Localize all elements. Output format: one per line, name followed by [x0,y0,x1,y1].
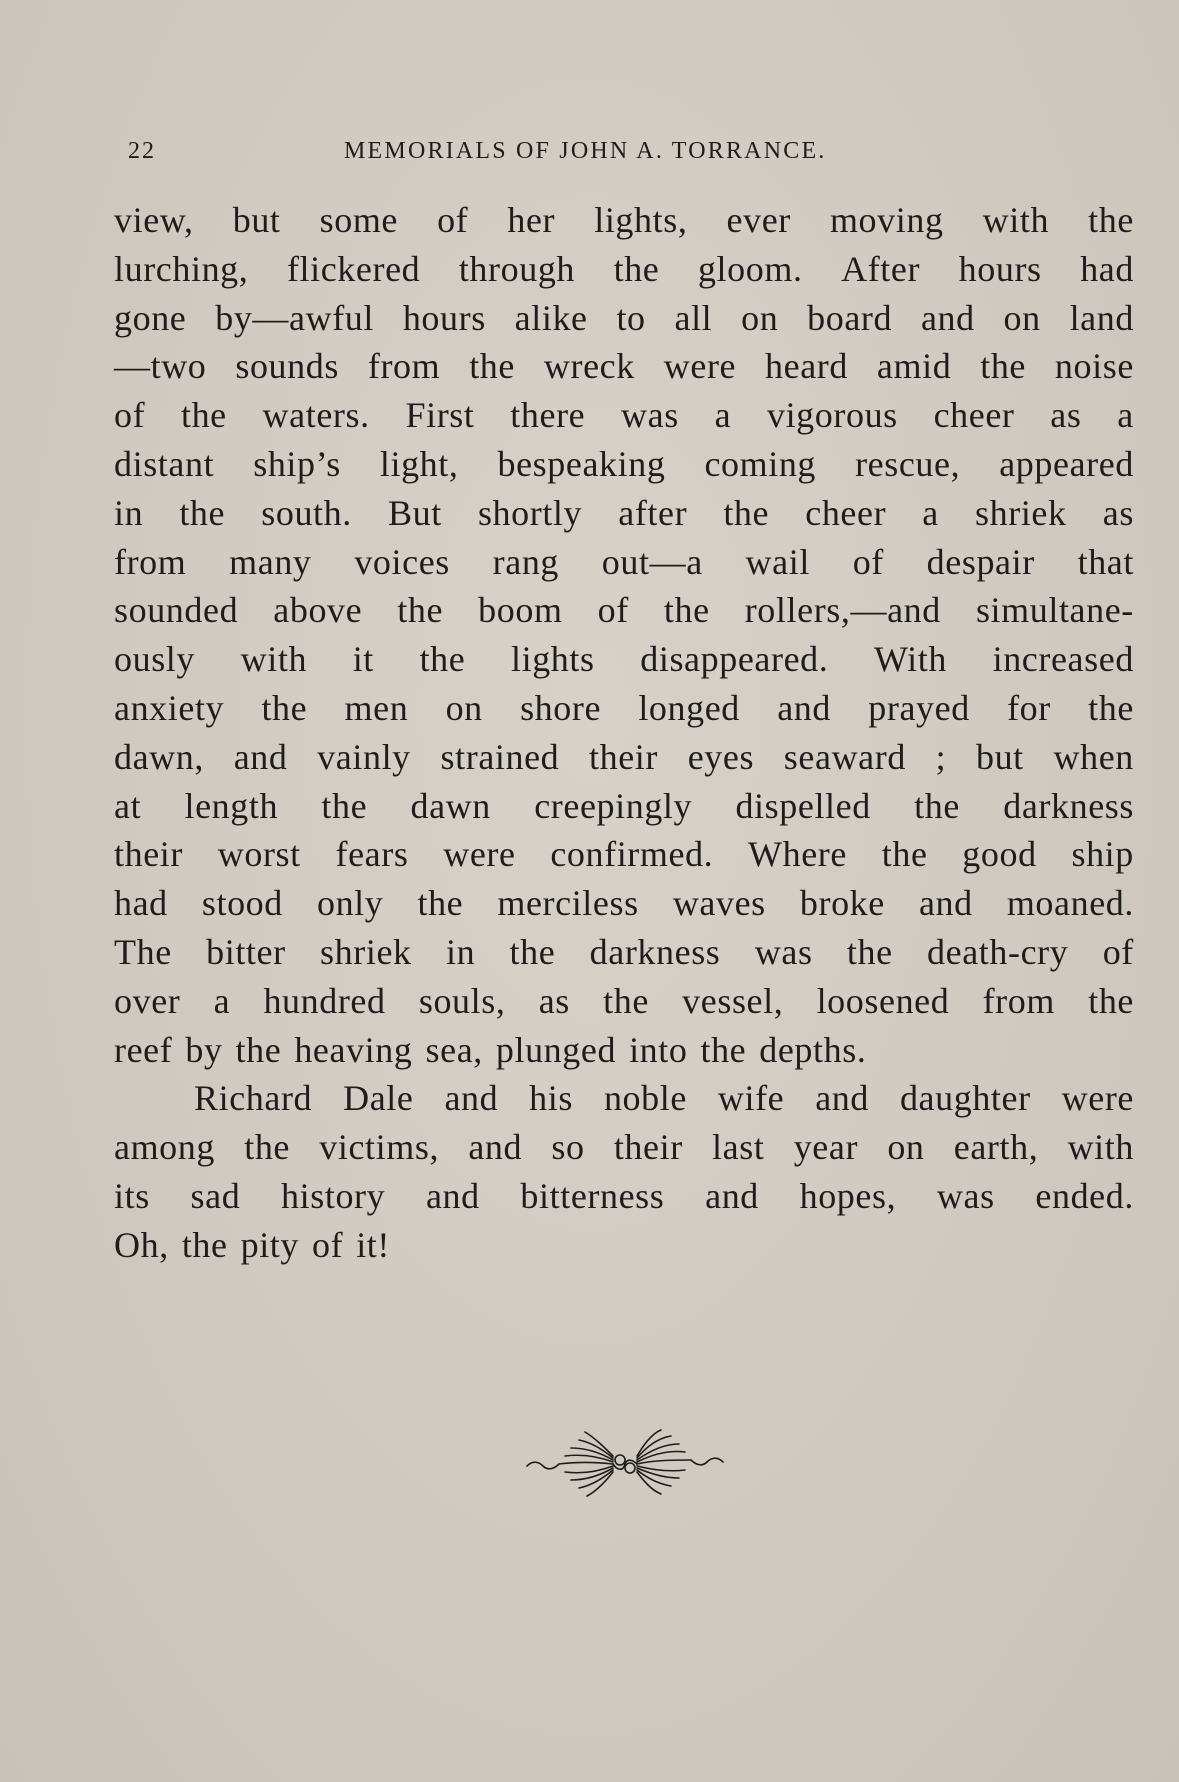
word: to [616,297,646,338]
word: wife [717,1078,785,1119]
word: among [114,1127,215,1168]
word: light, [379,443,459,484]
word: dispelled [735,785,871,826]
word: but [232,200,281,240]
word: distant [114,443,215,484]
word: darkness [589,931,721,972]
word: heard [765,346,848,387]
text-line [114,1074,1134,1123]
word: First [405,395,475,436]
word: the [417,883,464,924]
word: hundred [263,980,386,1021]
word: cheer [933,395,1015,436]
word: vainly [317,736,411,777]
word: good [962,834,1037,875]
text-line [114,538,1134,587]
word: earth, [953,1127,1039,1168]
word: a [1117,395,1134,436]
word: bitterness [520,1175,665,1216]
word: but [975,736,1024,777]
word: on [887,1127,925,1168]
word: and [468,1127,523,1168]
word: After [841,248,921,289]
word: above [273,590,363,631]
word: shriek [320,931,412,972]
word: was [754,931,813,972]
word: by [185,1029,223,1070]
word: the [1088,200,1134,240]
word: the [914,785,960,826]
word: bespeaking [497,443,666,484]
word: his [529,1078,573,1119]
word: eyes [687,736,755,777]
text-line [114,928,1134,977]
word: of [114,395,146,436]
word: the [663,590,710,631]
word: a [213,980,231,1021]
word: —two [114,346,207,387]
word: were [443,834,516,875]
word: With [874,639,947,680]
word: But [387,492,442,533]
running-title: MEMORIALS OF JOHN A. TORRANCE. [344,138,827,164]
word: increased [992,639,1134,680]
text-line [114,1123,1134,1172]
word: gone [114,297,187,338]
word: with [982,200,1050,240]
word: when [1053,736,1134,777]
word: daughter [899,1078,1031,1119]
word: the [881,834,928,875]
word: shortly [477,492,583,533]
word: on [741,297,779,338]
word: and [425,1175,480,1216]
word: many [229,541,312,582]
word: rescue, [855,443,961,484]
text-line [114,879,1134,928]
word: that [1077,541,1134,582]
word: waters. [262,395,370,436]
word: only [316,883,384,924]
word: sounded [114,590,239,631]
word: the [419,639,466,680]
word: the [244,1127,291,1168]
word: from [114,541,187,582]
text-line [114,733,1134,782]
text-line [114,1221,1134,1270]
word: ship [1071,834,1134,875]
word: her [507,200,556,240]
word: souls, [418,980,506,1021]
word: noble [603,1078,687,1119]
word: hopes, [799,1175,897,1216]
word: men [344,687,409,728]
word: Richard [194,1078,313,1119]
word: anxiety [114,687,225,728]
word: creepingly [534,785,693,826]
text-line [114,245,1134,294]
word: confirmed. [550,834,714,875]
word: the [321,785,368,826]
word: ended. [1035,1175,1134,1216]
word: in [445,931,476,972]
text-line [114,684,1134,733]
word: ; [935,736,947,777]
page-number: 22 [128,138,156,164]
word: as [538,980,570,1021]
word: history [281,1175,386,1216]
word: with [1067,1127,1134,1168]
word: and [444,1078,499,1119]
word: simultane- [975,590,1134,631]
word: ously [114,639,196,680]
word: it! [356,1224,390,1265]
word: longed [638,687,740,728]
word: out—a [601,541,703,582]
word: fears [335,834,409,875]
word: the [1088,687,1134,728]
word: board [807,297,893,338]
word: Dale [343,1078,414,1119]
text-line [114,196,1134,245]
word: hours [958,248,1042,289]
word: strained [440,736,560,777]
text-line [114,1172,1134,1221]
word: the [509,931,556,972]
word: so [551,1127,585,1168]
word: their [589,736,658,777]
text-line [114,440,1134,489]
word: into [629,1029,688,1070]
word: of [852,541,884,582]
word: hours [402,297,486,338]
word: prayed [868,687,970,728]
word: through [458,248,576,289]
word: and [920,297,975,338]
word: death-cry [927,931,1069,972]
word: some [319,200,398,240]
word: a [922,492,939,533]
running-head [114,138,1134,168]
word: all [674,297,713,338]
word: vessel, [682,980,784,1021]
word: stood [201,883,283,924]
word: land [1069,297,1134,338]
word: last [712,1127,765,1168]
word: there [510,395,586,436]
word: as [1050,395,1082,436]
word: shriek [975,492,1067,533]
word: south. [261,492,352,533]
word: lights, [594,200,688,240]
word: and [705,1175,759,1216]
word: and [815,1078,869,1119]
word: appeared [999,443,1134,484]
word: the [980,346,1026,387]
word: dawn, [114,736,204,777]
word: wail [745,541,810,582]
word: with [240,639,308,680]
word: from [982,980,1055,1021]
word: darkness [1003,785,1134,826]
word: rang [492,541,560,582]
word: rollers,—and [744,590,941,631]
word: ship’s [253,443,341,484]
word: the [181,1224,228,1265]
word: the [397,590,444,631]
word: the [700,1029,747,1070]
word: after [618,492,688,533]
word: despair [926,541,1035,582]
word: sad [190,1175,241,1216]
body-text [114,196,1134,1270]
word: their [613,1127,683,1168]
word: was [936,1175,995,1216]
word: of [597,590,629,631]
word: moving [829,200,944,240]
word: amid [876,346,952,387]
word: heaving [294,1029,413,1070]
word: the [723,492,770,533]
word: shore [520,687,602,728]
word: by—awful [215,297,374,338]
word: disappeared. [640,639,829,680]
word: length [184,785,279,826]
word: depths. [759,1029,867,1070]
word: of [312,1224,344,1265]
floral-tailpiece-icon [525,1418,725,1508]
word: a [714,395,732,436]
word: plunged [495,1029,617,1070]
word: flickered [286,248,421,289]
word: sea, [425,1029,483,1070]
word: on [445,687,483,728]
text-line [114,342,1134,391]
word: seaward [783,736,906,777]
text-line [114,489,1134,538]
word: the [469,346,515,387]
word: of [1102,931,1134,972]
word: lights [510,639,595,680]
word: merciless [497,883,639,924]
word: were [663,346,737,387]
text-line [114,977,1134,1026]
word: their [114,834,183,875]
word: cheer [805,492,887,533]
word: The [114,931,172,972]
word: voices [354,541,450,582]
word: were [1061,1078,1134,1119]
word: ever [726,200,791,240]
word: victims, [319,1127,440,1168]
word: over [114,980,181,1021]
word: the [179,492,226,533]
word: in [114,492,144,533]
word: its [114,1175,150,1216]
word: had [1080,248,1134,289]
text-line [114,1026,1134,1075]
word: at [114,785,142,826]
word: wreck [543,346,635,387]
word: gloom. [697,248,803,289]
word: and [777,687,831,728]
word: the [235,1029,282,1070]
word: lurching, [114,248,249,289]
word: boom [478,590,563,631]
text-line [114,782,1134,831]
word: loosened [816,980,950,1021]
word: on [1003,297,1041,338]
word: vigorous [766,395,898,436]
word: pity [240,1224,299,1265]
word: waves [672,883,766,924]
word: Where [748,834,847,875]
word: had [114,883,168,924]
word: coming [704,443,817,484]
word: the [261,687,308,728]
text-line [114,830,1134,879]
word: it [352,639,374,680]
word: the [846,931,893,972]
text-line [114,586,1134,635]
word: from [367,346,441,387]
word: noise [1054,346,1134,387]
word: and [233,736,288,777]
word: moaned. [1006,883,1134,924]
word: Oh, [114,1224,169,1265]
word: of [437,200,469,240]
word: was [621,395,679,436]
word: for [1007,687,1051,728]
text-line [114,391,1134,440]
word: bitter [206,931,286,972]
word: the [613,248,660,289]
text-line [114,294,1134,343]
word: reef [114,1029,173,1070]
word: as [1102,492,1134,533]
word: view, [114,200,194,240]
word: alike [514,297,588,338]
word: worst [217,834,301,875]
word: the [1088,980,1134,1021]
word: and [918,883,973,924]
text-line [114,635,1134,684]
word: dawn [410,785,491,826]
word: year [793,1127,859,1168]
word: broke [799,883,885,924]
word: the [180,395,227,436]
word: sounds [235,346,339,387]
word: the [603,980,649,1021]
